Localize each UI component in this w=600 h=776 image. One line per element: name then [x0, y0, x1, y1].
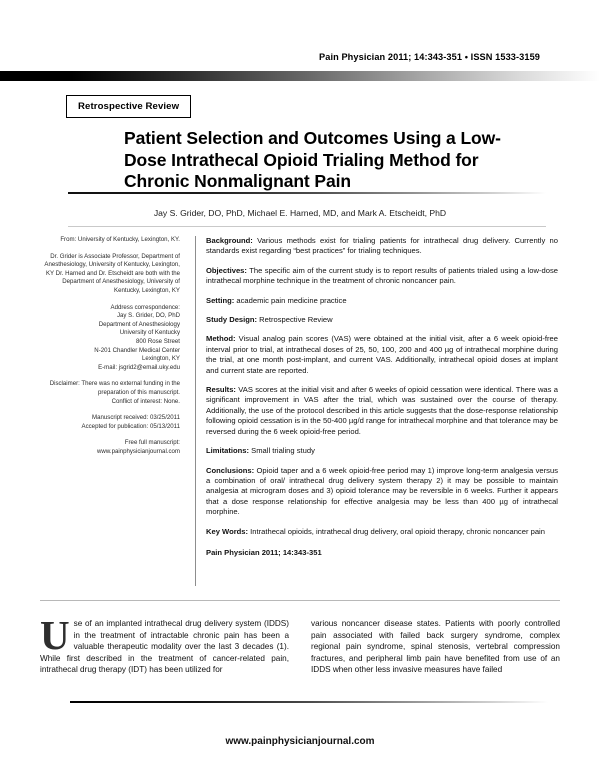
correspondence-email: E-mail: jsgrid2@email.uky.edu — [98, 363, 180, 371]
body-left-paragraph — [40, 612, 289, 676]
abstract-background — [206, 236, 558, 257]
abstract-method — [206, 334, 558, 376]
correspondence-city: Lexington, KY — [142, 355, 180, 363]
abstract-keywords-text: Intrathecal opioids, intrathecal drug delivery, oral opioid therapy, chronic noncancer pain — [248, 526, 545, 536]
abstract-study-design — [206, 315, 558, 325]
author-bios-text: Dr. Grider is Associate Professor, Department of Anesthesiology, University of Kentucky, Lexington, KY Dr. Harned and Dr. Etscheidt are both with the Department of Anesthesiology, University of Kentucky, Lexington, KY — [44, 252, 180, 294]
abstract-citation: Pain Physician 2011; 14:343-351 — [206, 547, 322, 557]
abstract-conclusions-label: Conclusions: — [206, 465, 255, 475]
correspondence-department: Department of Anesthesiology — [98, 320, 180, 328]
abstract-objectives-label: Objectives: — [206, 265, 247, 275]
abstract-keywords-label: Key Words: — [206, 526, 249, 536]
conflict-of-interest-text: Conflict of interest: None. — [111, 397, 180, 405]
correspondence-institution: University of Kentucky — [119, 329, 180, 337]
abstract-body — [206, 236, 558, 567]
abstract-results — [206, 385, 558, 437]
abstract-setting-text: academic pain medicine practice — [234, 295, 347, 305]
disclaimer-text: Disclaimer: There was no external funding in the preparation of this manuscript. — [49, 380, 180, 396]
correspondence-name: Jay S. Grider, DO, PhD — [117, 312, 180, 320]
authors-divider — [68, 226, 546, 227]
body-column-left — [40, 612, 289, 676]
abstract-vertical-divider — [195, 236, 196, 586]
abstract-method-text: Visual analog pain scores (VAS) were obtained at the initial visit, after a 6 week opioid-free interval prior to trial, at intrathecal doses of 25, 50, 100, 200 and 400 µg of intrathecal morphine during the trial, at one month post-implant, and current VAS. Additionally, intrathecal opioid doses at implant and current state are reported. — [206, 334, 558, 375]
free-manuscript-label: Free full manuscript: — [124, 439, 180, 447]
body-right-paragraph: various noncancer disease states. Patients with poorly controlled pain associated with failed back surgery syndrome, complex regional pain syndrome, spinal stenosis, vertebral compression fractures, and peripheral limb pain have benefited from use of an IDDS when other less invasive measures have failed — [311, 619, 560, 675]
abstract-setting-label: Setting: — [206, 295, 235, 305]
accepted-publication-date: Accepted for publication: 05/13/2011 — [81, 422, 180, 430]
abstract-keywords — [206, 527, 558, 537]
page-title: Patient Selection and Outcomes Using a Low-Dose Intrathecal Opioid Trialing Method for Chronic Nonmalignant Pain — [124, 128, 501, 191]
title-divider — [68, 192, 546, 194]
abstract-method-label: Method: — [206, 334, 236, 344]
abstract-study-design-text: Retrospective Review — [257, 315, 333, 325]
abstract-background-label: Background: — [206, 236, 253, 245]
top-gradient-band — [0, 71, 600, 81]
abstract-objectives-text: The specific aim of the current study is to report results of patients trialed using a low-dose intrathecal morphine technique in the treatment of chronic noncancer pain. — [206, 265, 558, 286]
drop-cap: U — [40, 612, 70, 658]
abstract-section — [40, 236, 560, 596]
footer-url[interactable]: www.painphysicianjournal.com — [225, 736, 375, 747]
sidebar-metadata — [40, 236, 180, 464]
article-body — [40, 612, 560, 676]
abstract-objectives — [206, 266, 558, 287]
abstract-study-design-label: Study Design: — [206, 315, 258, 325]
article-type-badge: Retrospective Review — [66, 95, 191, 118]
body-left-text: se of an implanted intrathecal drug delivery system (IDDS) in the treatment of intractable chronic pain has been a valuable therapeutic modality over the last 3 decades (1). While first described in the treatment of cancer-related pain, intrathecal drug therapy (IDT) has been utilized for — [40, 619, 289, 675]
footer-divider — [70, 701, 548, 703]
abstract-limitations — [206, 446, 558, 456]
correspondence-street: 800 Rose Street — [135, 337, 180, 345]
correspondence-heading: Address correspondence: — [110, 303, 180, 311]
abstract-results-label: Results: — [206, 385, 236, 395]
affiliation-text: From: University of Kentucky, Lexington, KY. — [60, 236, 180, 243]
abstract-limitations-text: Small trialing study — [249, 446, 315, 456]
abstract-bottom-divider — [40, 600, 560, 601]
free-manuscript-url[interactable]: www.painphysicianjournal.com — [97, 447, 180, 455]
body-column-right — [311, 618, 560, 676]
abstract-background-text: Various methods exist for trialing patients for intrathecal drug delivery. Currently no standards exist regarding “best practices” for trialing techniques. — [206, 236, 558, 256]
abstract-conclusions — [206, 466, 558, 518]
authors-line: Jay S. Grider, DO, PhD, Michael E. Harned, MD, and Mark A. Etscheidt, PhD — [153, 208, 447, 218]
abstract-setting — [206, 296, 558, 306]
abstract-results-text: VAS scores at the initial visit and after 6 weeks of opioid cessation were identical. There was a significant improvement in VAS after the trial, which was sustained over the course of therapy. Additionally, the use of the protocol described in this article suggests that the dose-response relationship following opioid cessation is in the 50-400 µg/d range for intrathecal morphine and that tolerance may be reversed during the 6 week opioid-free period. — [206, 385, 558, 436]
correspondence-building: N-201 Chandler Medical Center — [94, 346, 180, 354]
abstract-conclusions-text: Opioid taper and a 6 week opioid-free period may 1) improve long-term analgesia versus a combination of oral/ intrathecal drug delivery system therapy 2) it may be possible to maintain analgesia at microgram doses and 3) opioid tolerance may be reversible in 6 weeks. Further it appears that a dose response relationship for effective analgesia may be less than 400 µg of intrathecal morphine. — [206, 465, 558, 517]
running-head: Pain Physician 2011; 14:343-351 • ISSN 1533-3159 — [319, 52, 540, 62]
manuscript-received-date: Manuscript received: 03/25/2011 — [92, 414, 180, 422]
abstract-limitations-label: Limitations: — [206, 446, 250, 456]
